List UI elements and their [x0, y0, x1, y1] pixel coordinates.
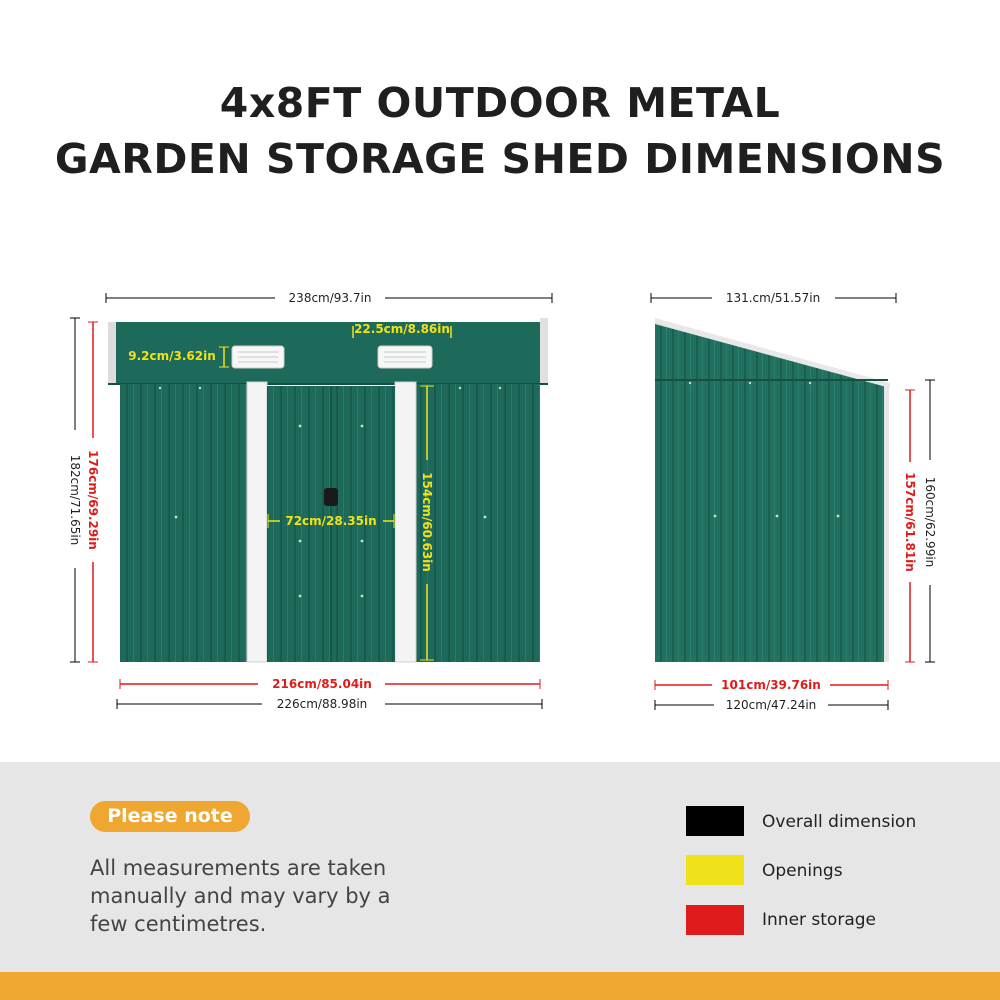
title-line-2: GARDEN STORAGE SHED DIMENSIONS: [54, 135, 946, 183]
label-door-height: 154cm/60.63in: [420, 472, 434, 572]
label-door-width: 72cm/28.35in: [285, 514, 377, 528]
dim-side-inner-depth: [655, 678, 888, 692]
dim-front-overall-width: [117, 697, 542, 711]
front-left-wall: [120, 384, 247, 662]
label-side-overall-height: 160cm/62.99in: [923, 476, 937, 568]
front-shed: [108, 318, 548, 662]
legend-label-overall: Overall dimension: [762, 812, 917, 832]
side-shed: [655, 318, 890, 662]
door-frame-right: [395, 382, 416, 662]
legend-swatch-openings: [686, 855, 744, 885]
dim-front-inner-width: [120, 677, 540, 691]
label-front-inner-height: 176cm/69.29in: [86, 450, 100, 550]
dim-side-overall-height: [923, 380, 937, 662]
note-text: All measurements are taken manually and may vary by a few centimetres.: [90, 856, 391, 936]
dim-front-inner-height: [86, 322, 100, 662]
dim-side-roof-depth: [651, 291, 896, 305]
bottom-accent-bar: [0, 972, 1000, 1000]
label-side-inner-depth: 101cm/39.76in: [721, 678, 821, 692]
legend-label-openings: Openings: [762, 861, 843, 881]
please-note-badge: Please note: [90, 801, 250, 832]
title-line-1: 4x8FT OUTDOOR METAL: [219, 79, 781, 127]
label-side-overall-depth: 120cm/47.24in: [725, 698, 817, 712]
label-front-overall-width: 226cm/88.98in: [276, 697, 368, 711]
label-front-overall-height: 182cm/71.65in: [68, 454, 82, 546]
door-handle: [324, 488, 338, 506]
dim-front-roof-width: [106, 291, 552, 305]
dim-door-width: [268, 514, 394, 528]
right-vent: [378, 346, 432, 368]
dim-side-overall-depth: [655, 698, 888, 712]
label-vent-height: 9.2cm/3.62in: [128, 349, 216, 363]
dim-front-overall-height: [68, 318, 82, 662]
label-side-inner-height: 157cm/61.81in: [903, 472, 917, 572]
left-vent: [232, 346, 284, 368]
legend-swatch-overall: [686, 806, 744, 836]
label-front-inner-width: 216cm/85.04in: [272, 677, 372, 691]
label-side-roof-depth: 131.cm/51.57in: [725, 291, 821, 305]
label-front-roof-width: 238cm/93.7in: [288, 291, 372, 305]
door-frame-left: [247, 382, 267, 662]
label-vent-width: 22.5cm/8.86in: [354, 322, 450, 336]
legend-swatch-inner: [686, 905, 744, 935]
dim-side-inner-height: [903, 390, 917, 662]
dim-vent-width: [353, 322, 451, 338]
legend-label-inner: Inner storage: [762, 910, 876, 930]
